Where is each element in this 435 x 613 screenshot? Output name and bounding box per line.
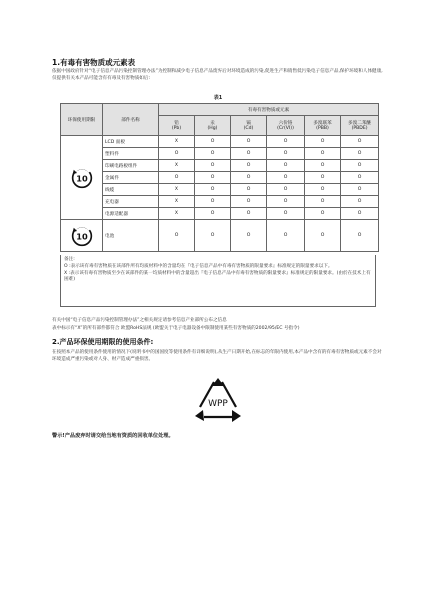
header-substance-pbb: 多溴联苯 (PBB) — [305, 116, 341, 136]
cell-cr6: O — [267, 160, 305, 172]
part-name: 金属件 — [103, 172, 159, 184]
notes-x: X :表示该有毒有害物质至少在该部件的某一均质材料中的含量超出『电子信息产品中有毒有害物质的限量要求』标准规定的限量要求。(由於在技术上有困难) — [64, 270, 371, 283]
part-name: 塑料件 — [103, 148, 159, 160]
table-row — [61, 136, 379, 148]
table-row — [61, 184, 379, 196]
cell-pbde: O — [341, 196, 379, 208]
cell-pbb: O — [305, 208, 341, 220]
header-substance-cd: 镉 (Cd) — [231, 116, 267, 136]
info-line-1: 有关中国“电子信息产品污染控制管理办法”之相关规定请参考信息产业部所公布之信息 — [52, 318, 227, 323]
cell-cr6: O — [267, 136, 305, 148]
eco-period-10-icon — [71, 167, 93, 189]
wpp-recycle-icon — [192, 376, 244, 426]
cell-pbde: O — [341, 136, 379, 148]
header-substance-pbde: 多溴二苯醚 (PBDE) — [341, 116, 379, 136]
disposal-warning: 警示!产品废弃时请交给当地有资质的回收单位处理。 — [52, 433, 174, 439]
header-part-name: 部件名称 — [103, 104, 159, 136]
cell-cd: O — [231, 184, 267, 196]
part-name: 线缆 — [103, 184, 159, 196]
cell-pbb: O — [305, 184, 341, 196]
cell-cd: O — [231, 148, 267, 160]
table-row — [61, 208, 379, 220]
cell-cd: O — [231, 220, 267, 252]
header-substance-pb: 铅 (Pb) — [159, 116, 195, 136]
cell-pbb: O — [305, 220, 341, 252]
cell-hg: O — [195, 208, 231, 220]
cell-pbb: O — [305, 148, 341, 160]
eco-period-logo-cell — [61, 136, 103, 220]
cell-cd: O — [231, 160, 267, 172]
part-name: LCD 面板 — [103, 136, 159, 148]
section1-title: 1.有毒有害物质或元素表 — [52, 58, 136, 67]
cell-hg: O — [195, 136, 231, 148]
cell-pb: X — [159, 208, 195, 220]
svg-text:10: 10 — [75, 230, 88, 241]
cell-pbb: O — [305, 196, 341, 208]
notes-o: O :表示该有毒有害物质在该部件所有均质材料中的含量均在『电子信息产品中有毒有害物质的限量要求』标准规定的限量要求以下。 — [64, 263, 333, 269]
section2-body: 在按照本产品的使用条件使用的情况下(说明书中的国国度等使用条件有详细说明),从生产日期开始,在标志的年限内使用,本产品中含有的有毒有害物质或元素不会对环境造成严重污染或对人身、财产造成严重损害。 — [52, 350, 382, 362]
cell-hg: O — [195, 184, 231, 196]
table-row-battery — [61, 220, 379, 252]
cell-pb: X — [159, 196, 195, 208]
info-line-2: 表中标示有“X”的所有部件都符合 欧盟RoHS法规 (欧盟关于电子电器设备中限制使用某些有害物质的2002/95/EC 号指令) — [52, 326, 300, 331]
part-name: 电源适配器 — [103, 208, 159, 220]
cell-pbde: O — [341, 160, 379, 172]
cell-hg: O — [195, 196, 231, 208]
header-eco-period: 环保使用期限 — [61, 104, 103, 136]
cell-pbde: O — [341, 220, 379, 252]
cell-pbb: O — [305, 136, 341, 148]
table-notes — [60, 255, 376, 307]
cell-pbde: O — [341, 148, 379, 160]
cell-cd: O — [231, 172, 267, 184]
cell-cr6: O — [267, 196, 305, 208]
table-caption: 表1 — [213, 95, 223, 101]
cell-pbb: O — [305, 172, 341, 184]
notes-label: 备注: — [64, 257, 75, 262]
cell-pb: X — [159, 136, 195, 148]
cell-pb: O — [159, 148, 195, 160]
part-name: 电池 — [103, 220, 159, 252]
cell-hg: O — [195, 220, 231, 252]
cell-cr6: O — [267, 148, 305, 160]
cell-cr6: O — [267, 220, 305, 252]
cell-cr6: O — [267, 208, 305, 220]
table-row — [61, 172, 379, 184]
section1-intro: 依据中国政府针对“电子信息产品污染控制管理办法”为控制和减少电子信息产品废弃后对环境造成的污染,促进生产和销售低污染电子信息产品,保护环境和人体健康,仅提供有关本产品可能含有有毒及有害物质如后: — [52, 69, 383, 81]
cell-pb: X — [159, 160, 195, 172]
cell-hg: O — [195, 172, 231, 184]
cell-pb: O — [159, 172, 195, 184]
cell-pb: O — [159, 220, 195, 252]
cell-pbde: O — [341, 208, 379, 220]
section2-title: 2.产品环保使用期限的使用条件: — [52, 338, 154, 346]
table-row — [61, 160, 379, 172]
cell-cr6: O — [267, 184, 305, 196]
cell-cd: O — [231, 208, 267, 220]
header-substances-group: 有毒有害物质或元素 — [159, 104, 379, 116]
cell-pbde: O — [341, 172, 379, 184]
table-row — [61, 148, 379, 160]
table-row — [61, 196, 379, 208]
part-name: 充电器 — [103, 196, 159, 208]
cell-hg: O — [195, 160, 231, 172]
cell-cd: O — [231, 196, 267, 208]
cell-pbde: O — [341, 184, 379, 196]
eco-period-10-icon — [71, 225, 93, 247]
cell-pbb: O — [305, 160, 341, 172]
cell-cd: O — [231, 136, 267, 148]
cell-hg: O — [195, 148, 231, 160]
battery-logo-cell — [61, 220, 103, 252]
wpp-label: WPP — [208, 399, 228, 409]
svg-text:10: 10 — [75, 172, 88, 183]
header-substance-hg: 汞 (Hg) — [195, 116, 231, 136]
cell-cr6: O — [267, 172, 305, 184]
hazardous-substance-table — [60, 103, 379, 252]
header-substance-cr6: 六价铬 (Cr(VI)) — [267, 116, 305, 136]
cell-pb: X — [159, 184, 195, 196]
part-name: 印刷电路板组件 — [103, 160, 159, 172]
